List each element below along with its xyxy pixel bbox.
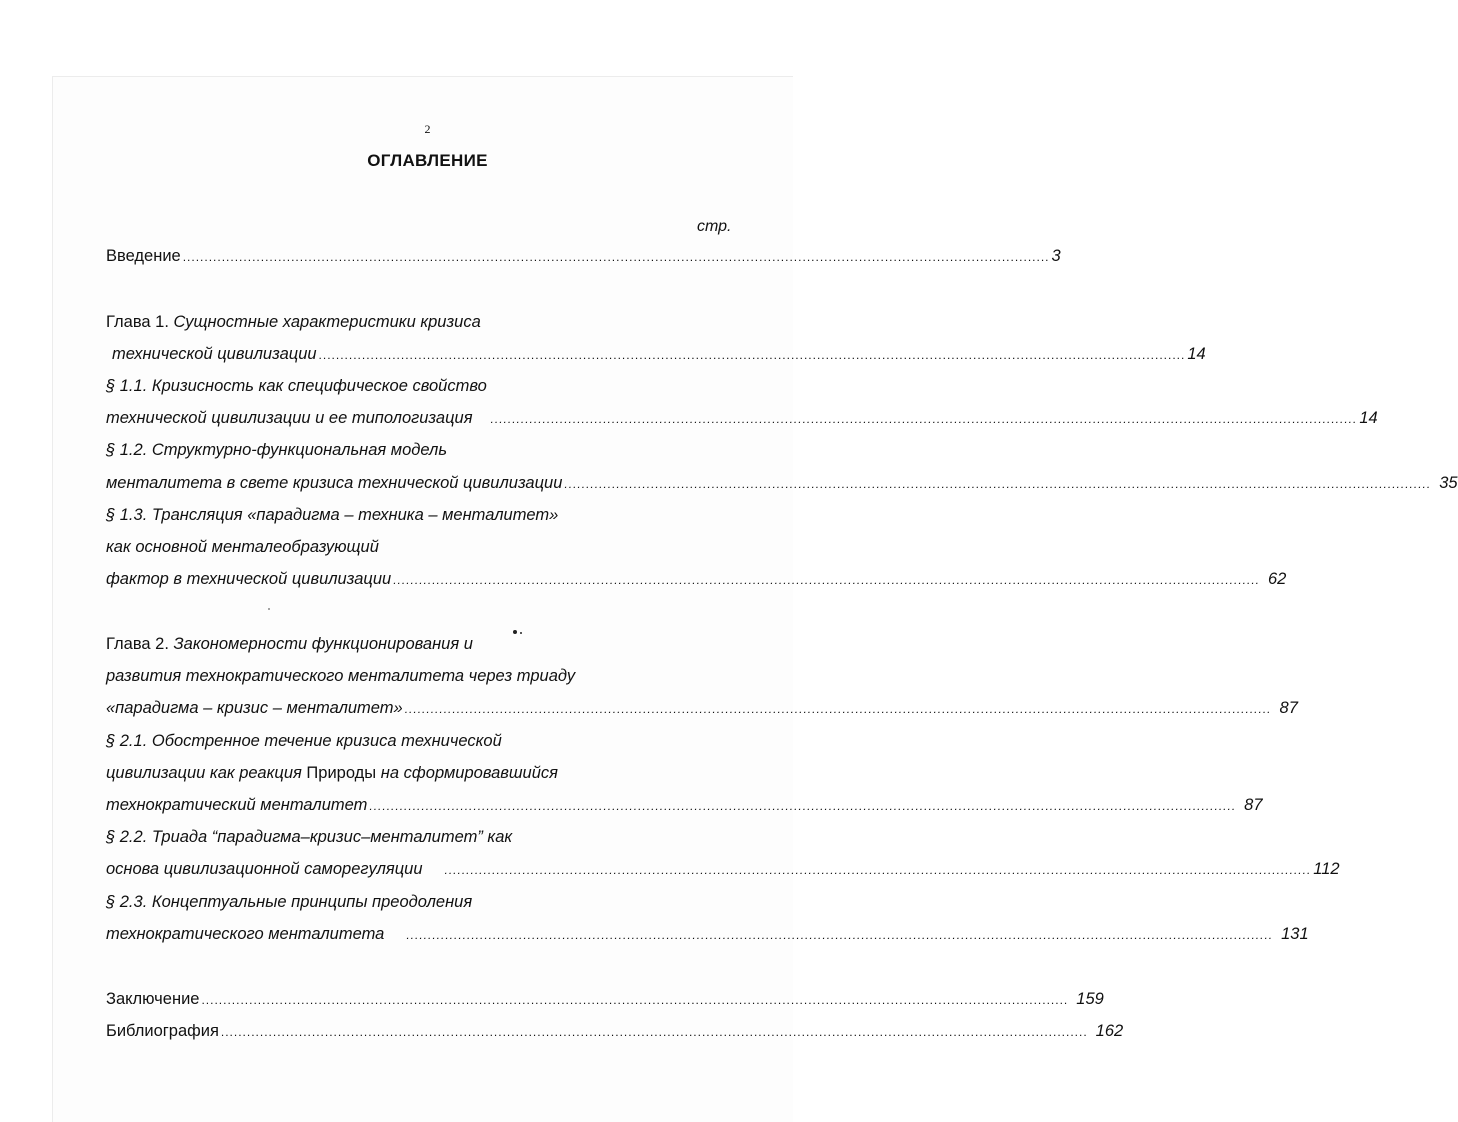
toc-entry-section-1-2-title[interactable] [106,441,736,467]
toc-page-number: 35 [1439,474,1458,492]
section-title-cont: технократический менталитет [106,796,368,814]
toc-entry-text: Заключение [106,990,200,1008]
toc-entry-bibliography[interactable] [106,1022,1124,1048]
section-title-emphasis: Природы [306,764,377,782]
toc-entry-chapter-2-line2[interactable] [106,667,736,693]
section-title: § 2.1. Обостренное течение кризиса технической [106,732,502,750]
toc-page-number: 112 [1313,860,1340,878]
toc-entry-section-2-2[interactable] [106,860,1340,886]
scan-speck [268,608,270,610]
dot-leader: ........................................................................................................................................................................................................ [406,928,1274,942]
scan-speck [520,632,522,634]
section-title-cont: технократического менталитета [106,925,385,943]
dot-leader: ........................................................................................................................................................................................................ [444,863,1312,877]
toc-entry-section-1-3-title[interactable] [106,506,736,532]
toc-entry-section-2-2-title[interactable] [106,828,736,854]
dot-leader: ........................................................................................................................................................................................................ [220,1025,1088,1039]
toc-page-number: 131 [1281,925,1309,943]
chapter-title-cont: развития технократического менталитета через триаду [106,667,576,685]
chapter-prefix: Глава 1. [106,313,169,331]
chapter-title-cont: «парадигма – кризис – менталитет» [106,699,403,717]
toc-entry-section-1-3-line2[interactable] [106,538,736,564]
toc-entry-section-1-1-title[interactable] [106,377,736,403]
toc-page-number: 159 [1076,990,1104,1008]
chapter-prefix: Глава 2. [106,635,169,653]
toc-entry-section-1-1[interactable] [106,409,1378,435]
section-title-cont: на сформировавшийся [380,764,558,782]
toc-entry-intro[interactable] [106,247,1061,273]
toc-entry-section-2-1-line2[interactable] [106,764,736,790]
toc-entry-chapter-1[interactable] [112,345,1206,371]
toc-entry-section-2-3[interactable] [106,925,1309,951]
chapter-title-cont: технической цивилизации [112,345,317,363]
scanned-page [52,76,793,1122]
toc-entry-section-2-1-title[interactable] [106,732,736,758]
page-number: 2 [424,122,431,136]
toc-page-number: 162 [1095,1022,1124,1040]
dot-leader: ........................................................................................................................................................................................................ [404,702,1272,716]
section-title: § 1.3. Трансляция «парадигма – техника – менталитет» [106,506,559,524]
toc-entry-section-1-3[interactable] [106,570,1287,596]
toc-entry-chapter-2[interactable] [106,699,1298,725]
toc-page-number: 87 [1244,796,1263,814]
section-title-cont: менталитета в свете кризиса технической цивилизации [106,474,563,492]
page-title: ОГЛАВЛЕНИЕ [367,151,488,170]
section-title-cont: как основной менталеобразующий [106,538,379,556]
chapter-title: Закономерности функционирования и [173,635,473,653]
toc-entry-section-1-2[interactable] [106,474,1458,500]
section-title-cont: цивилизации как реакция [106,764,302,782]
toc-page-number: 62 [1267,570,1287,588]
dot-leader: ........................................................................................................................................................................................................ [182,250,1050,264]
section-title-cont: основа цивилизационной саморегуляции [106,860,423,878]
page-column-label: стр. [697,218,732,235]
section-title: § 1.2. Структурно-функциональная модель [106,441,448,459]
toc-entry-section-2-3-title[interactable] [106,893,736,919]
section-title-cont: фактор в технической цивилизации [106,570,392,588]
toc-page-number: 14 [1359,409,1378,427]
chapter-title: Сущностные характеристики кризиса [173,313,481,331]
section-title: § 2.2. Триада “парадигма–кризис–менталитет” как [106,828,513,846]
dot-leader: ........................................................................................................................................................................................................ [369,799,1237,813]
toc-entry-conclusion[interactable] [106,990,1104,1016]
toc-page-number: 3 [1051,247,1061,265]
toc-entry-chapter-2-title[interactable] [106,635,736,661]
section-title: § 1.1. Кризисность как специфическое свойство [106,377,487,395]
scan-speck [513,630,517,634]
toc-page-number: 87 [1279,699,1298,717]
section-title: § 2.3. Концептуальные принципы преодоления [106,893,473,911]
dot-leader: ........................................................................................................................................................................................................ [564,477,1432,491]
toc-entry-text: Введение [106,247,181,265]
dot-leader: ........................................................................................................................................................................................................ [490,412,1358,426]
toc-entry-section-2-1[interactable] [106,796,1263,822]
toc-page-number: 14 [1187,345,1206,363]
dot-leader: ........................................................................................................................................................................................................ [201,993,1069,1007]
toc-entry-text: Библиография [106,1022,219,1040]
toc-entry-chapter-1-title[interactable] [106,313,736,339]
section-title-cont: технической цивилизации и ее типологизация [106,409,473,427]
dot-leader: ........................................................................................................................................................................................................ [318,348,1186,362]
dot-leader: ........................................................................................................................................................................................................ [393,573,1260,587]
